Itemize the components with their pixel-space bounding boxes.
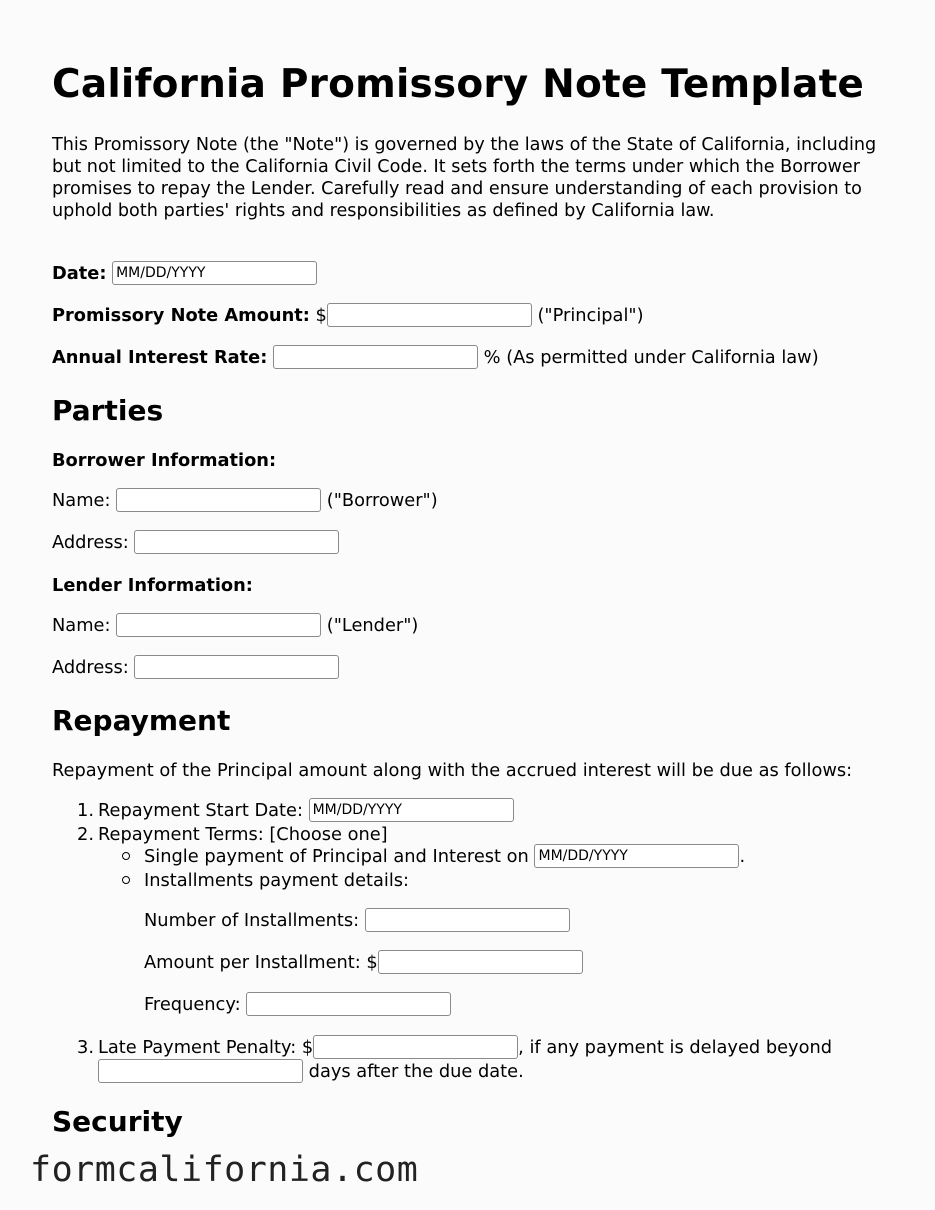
item-number: 1. [77, 800, 94, 821]
date-label: Date: [52, 263, 107, 284]
amount-installment-label: Amount per Installment: $ [144, 952, 378, 973]
number-installments-row [144, 909, 570, 933]
frequency-row [144, 993, 451, 1017]
borrower-address-row [52, 531, 339, 555]
security-heading: Security [52, 1105, 183, 1138]
amount-row [52, 304, 644, 328]
borrower-name-row [52, 489, 438, 513]
lender-name-row [52, 614, 418, 638]
lender-name-label: Name: [52, 615, 111, 636]
lender-name-suffix: ("Lender") [326, 615, 419, 636]
single-payment-period: . [739, 846, 746, 867]
amount-installment-input[interactable] [378, 950, 583, 974]
repayment-start-input[interactable] [309, 798, 514, 822]
amount-currency: $ [315, 305, 327, 326]
installments-label: Installments payment details: [144, 870, 410, 891]
intro-paragraph: This Promissory Note (the "Note") is governed by the laws of the State of California, including but not limited to the California Civil Code. It sets forth the terms under which the Borrower promises to repay the Lender. Carefully read and ensure understanding of each provision to uphold both parties' rights and responsibilities as defined by California law. [52, 135, 877, 221]
amount-suffix: ("Principal") [537, 305, 644, 326]
late-penalty-mid: , if any payment is delayed beyond [518, 1037, 833, 1058]
single-payment-date-input[interactable] [534, 844, 739, 868]
repayment-intro: Repayment of the Principal amount along with the accrued interest will be due as follows: [52, 760, 853, 781]
late-penalty-item [52, 1036, 832, 1060]
frequency-label: Frequency: [144, 994, 241, 1015]
rate-row [52, 346, 819, 370]
lender-address-label: Address: [52, 657, 129, 678]
lender-address-input[interactable] [134, 655, 339, 679]
repayment-start-label: Repayment Start Date: [98, 800, 303, 821]
installments-option [122, 869, 409, 893]
late-days-row [98, 1060, 524, 1084]
borrower-name-suffix: ("Borrower") [326, 490, 438, 511]
page-title: California Promissory Note Template [52, 62, 865, 107]
repayment-heading: Repayment [52, 704, 231, 737]
rate-input[interactable] [273, 345, 478, 369]
borrower-name-label: Name: [52, 490, 111, 511]
number-installments-input[interactable] [365, 908, 570, 932]
date-row [52, 262, 317, 286]
amount-input[interactable] [327, 303, 532, 327]
item-number: 3. [77, 1037, 94, 1058]
lender-heading: Lender Information: [52, 575, 253, 596]
circle-bullet-icon [122, 876, 130, 884]
amount-label: Promissory Note Amount: [52, 305, 310, 326]
late-days-input[interactable] [98, 1059, 303, 1083]
late-penalty-input[interactable] [313, 1035, 518, 1059]
rate-suffix: % (As permitted under California law) [483, 347, 819, 368]
rate-label: Annual Interest Rate: [52, 347, 268, 368]
watermark-logo: formcalifornia.com [30, 1150, 419, 1190]
borrower-address-input[interactable] [134, 530, 339, 554]
lender-address-row [52, 656, 339, 680]
item-number: 2. [77, 824, 94, 845]
late-days-suffix: days after the due date. [308, 1061, 524, 1082]
circle-bullet-icon [122, 852, 130, 860]
date-input[interactable] [112, 261, 317, 285]
repayment-terms-item [52, 823, 388, 847]
repayment-start-item [52, 799, 514, 823]
amount-installment-row [144, 951, 583, 975]
single-payment-label: Single payment of Principal and Interest on [144, 846, 529, 867]
single-payment-option [122, 845, 745, 869]
parties-heading: Parties [52, 394, 164, 427]
late-penalty-label: Late Payment Penalty: $ [98, 1037, 314, 1058]
borrower-heading: Borrower Information: [52, 450, 277, 471]
frequency-input[interactable] [246, 992, 451, 1016]
borrower-address-label: Address: [52, 532, 129, 553]
lender-name-input[interactable] [116, 613, 321, 637]
repayment-terms-label: Repayment Terms: [Choose one] [98, 824, 388, 845]
number-installments-label: Number of Installments: [144, 910, 360, 931]
borrower-name-input[interactable] [116, 488, 321, 512]
